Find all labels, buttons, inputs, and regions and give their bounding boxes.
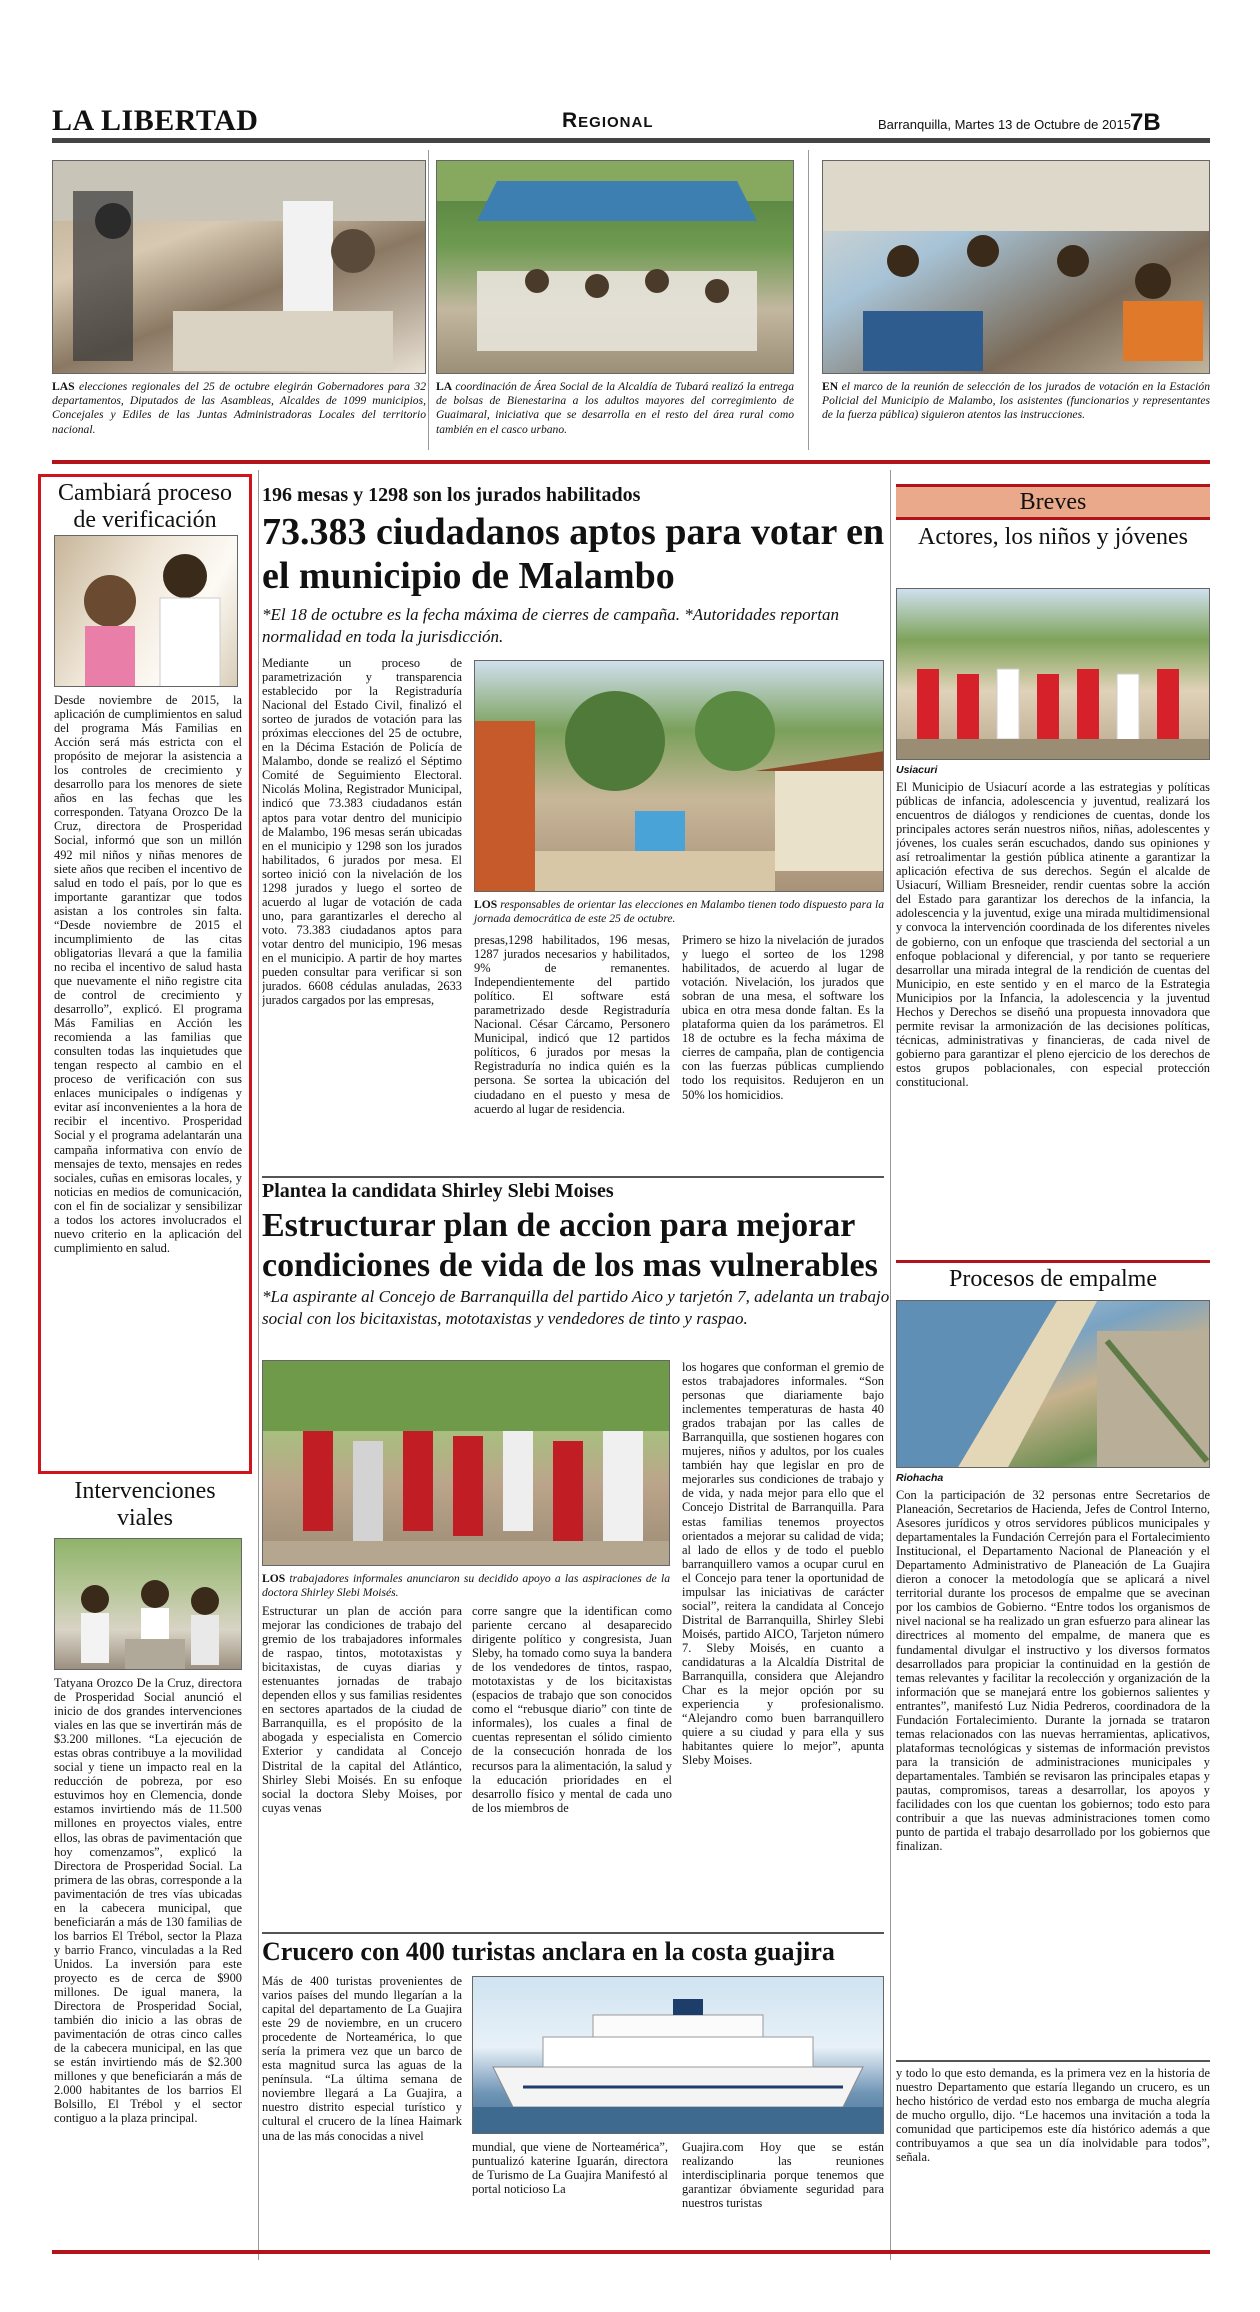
empalme-text: Con la participación de 32 personas entre Secretarios de Planeación, Secretarios de Hacienda, Jefes de Control Interno, Asesores jurídicos y otros servidores públicos municipales y departamentales la Fundación Cerrejón para el Fortalecimiento Institucional, el Departamento Nacional de Planeación y el Departamento Administrativo de Planeación de La Guajira dieron a conocer la metodología que se aplicará a nivel territorial durante los procesos de empalme que se avecinan por los cambios de Gobierno. “Entre todos los organismos de nivel nacional se ha realizado un gran esfuerzo para alinear las directrices al momento del empalme, de manera que es fundamental divulgar el instructivo y los diversos formatos desarrollados para propiciar la continuidad en la gestión de temas relevantes y facilitar la recolección y organización de la información que se manejará entre los gobiernos salientes y entrantes”, manifestó Luz Nidia Pedreros, coordinadora de la Fundación Fortalecimiento. Durante la jornada se trataron temas relacionados con las nuevas herramientas, aplicativos, plataformas tecnológicas y sistemas de información previstos para la transición de administraciones municipales y departamentales. También se revisaron las principales etapas y pautas, compromisos, tareas a desarrollar, los apoyos y facilidades con los que cuentan los gobiernos; todo esto para contribuir a que las nuevas administraciones tomen como punto de partida el trabajo desarrollado por los gobiernos que finalizan. [896,1488,1210,1854]
second-col3: los hogares que conforman el gremio de estos trabajadores informales. “Son personas que diariamente bajo inclementes temperaturas de hasta 40 grados trabajan por las calles de Barranquilla, que sostienen hogares con mujeres, niños y adultos, por los cuales también hay que legislar en pro de mejorarles sus condiciones de trabajo y de vida, y nada mejor para ello que el Concejo Distrital de Barranquilla. Para estas familias tenemos proyectos orientados a mejorar su calidad de vida; al lado de ellos y de todo el pueblo barranquillero vamos a ocupar curul en el Concejo para tener la oportunidad de impulsar las iniciativas de carácter social”, reitera la candidata al Concejo Distrital de Barranquilla, Shirley Slebi Moisés, partido AICO, Tarjeton número 7. Sleby Moisés, en cuanto a candidaturas a la Alcaldía Distrital de Barranquilla, considera que Alejandro Char es la mejor opción por su experiencia y profesionalismo. “Alejandro como buen barranquillero quiere a su ciudad y para ella y sus habitantes quiere lo mejor”, apunta Sleby Moises. [682,1360,884,1768]
section-rule [52,460,1210,464]
photo-jury-meeting [822,160,1210,374]
empalme-rule [896,1260,1210,1263]
photo-road-works [54,1538,242,1670]
breves-title-2: Procesos de empalme [949,1266,1157,1292]
third-col1: Más de 400 turistas provenientes de varios países del mundo llegarían a la capital del departamento de La Guajira este 29 de noviembre, en un crucero procedente de Norteamérica, lo que sería la primera vez que un barco de esta magnitud surca las aguas de la península. “La última semana de noviembre llegará a La Guajira, a nuestro distrito especial turístico y cultural el crucero de la línea Haimark una de las más conocidas a nivel [262,1974,462,2143]
second-headline: Estructurar plan de accion para mejorar condiciones de vida de los mas vulnerables [262,1207,878,1284]
top-divider-2 [808,150,809,450]
second-photo-caption: LOS trabajadores informales anunciaron su decidido apoyo a las aspiraciones de la doctora Shirley Slebi Moisés. [262,1572,670,1600]
top-divider-1 [428,150,429,450]
second-kicker: Plantea la candidata Shirley Slebi Moises [262,1180,614,1202]
photo-voting-tables [52,160,426,374]
photo-elders-gathering [436,160,794,374]
photo-malambo-street [474,660,884,892]
photo-usiacuri-image [897,589,1210,760]
interventions-title: Intervenciones viales [74,1478,216,1531]
photo-riohacha-image [897,1301,1210,1468]
photo-ship-image [473,1977,884,2134]
interventions-text: Tatyana Orozco De la Cruz, directora de Prosperidad Social anunció el inicio de dos grandes intervenciones viales en las que se invertirán más de $3.200 millones. “La ejecución de estas obras contribuye a la movilidad social y tiene un impacto real en la reducción de pobreza, por eso estuvimos hoy en Clemencia, donde estamos invirtiendo más de 11.500 millones en proyectos viales, entre ellos, las obras de pavimentación que hoy comenzamos”, explicó la Directora de Prosperidad Social. La primera de las obras, corresponde a la pavimentación de tres vías ubicadas en la cabecera municipal, que beneficiarán a más de 130 familias de los barrios El Trébol, sector la Plaza y barrio Franco, vinculadas a la Red Unidos. La inversión para este proyecto es de cerca de $900 millones. De igual manera, la Directora de Prosperidad Social, también dio inicio a las obras de pavimentación de otras cinco calles de la cabecera municipal, en las que se están invirtiendo más de $2.300 millones y que beneficiarán a más de 2.000 habitantes de los barrios El Bolsillo, El Trébol y el sector contiguo a la plaza principal. [54,1676,242,2126]
photo-child-image [55,536,238,687]
header-rule [52,138,1210,143]
cruise-continuation-text: y todo lo que esto demanda, es la primera vez en la historia de nuestro Departamento que estaría llegando un crucero, es un hecho histórico de verdad esto nos embarga de mucha alegría de mucho orgullo, dijo. “Le hacemos una invitación a toda la comunidad que participemos este día histórico además a que contribuyamos a que sea un día inolvidable para todos”, señala. [896,2066,1210,2165]
breves-title-1: Actores, los niños y jóvenes [918,524,1188,550]
dateline: Barranquilla, Martes 13 de Octubre de 2015 [878,117,1131,132]
verification-title: Cambiará proceso de verificación [58,480,232,533]
photo-jury-image [823,161,1210,374]
photo-voting-tables-image [53,161,426,374]
photo-riohacha-coast [896,1300,1210,1468]
footer-rule [52,2250,1210,2254]
section-title: Regional [562,109,654,132]
masthead: LA LIBERTAD [52,104,259,137]
credit-usiacuri: Usiacuri [896,764,938,776]
photo-road-image [55,1539,242,1670]
second-col2: corre sangre que la identifican como pariente cercano al desaparecido dirigente político y congresista, Juan Sleby, ha tomado como suya la bandera de los vendedores de tintos, raspao, mototaxistas y de los bicitaxistas (espacios de trabajo que son conocidos como el “rebusque diario” con tinte de informales), los cuales a final de cuentas representan el sólido cimiento de la consecución honrada de los recursos para la alimentación, la salud y la educación prioridades en el desarrollo físico y mental de cada uno de los miembros de [472,1604,672,1815]
caption-bienestarina: LA coordinación de Área Social de la Alcaldía de Tubará realizó la entrega de bolsas de Bienestarina a los adultos mayores del corregimiento de Guaimaral, iniciativa que se desarrolla en el resto del área rural como también en el casco urbano. [436,380,794,436]
main-col1: Mediante un proceso de parametrización y transparencia establecido por la Registraduría Nacional del Estado Civil, finalizó el sorteo de jurados de votación para las próximas elecciones del 25 de octubre, en la Décima Estación de Policía de Malambo, donde se realizó el Séptimo Comité de Seguimiento Electoral. Nicolás Molina, Registrador Municipal, indicó que 73.383 ciudadanos están aptos para votar dentro del municipio de Malambo, 196 mesas serán ubicadas en el municipio y 1298 son los jurados habilitados, 6 jurados por mesa. El sorteo inició con la nivelación de los 1298 jurados y luego el sorteo de acuerdo al lugar de votación de cada uno, para garantizarles el derecho al voto. 73.383 ciudadanos aptos para votar dentro del municipio, 196 mesas en el municipio. A partir de hoy martes pueden consultar para verificar si son jurados. 6608 cédulas anuladas, 2633 jurados cargados por las empresas, [262,656,462,1008]
photo-workers-image [263,1361,670,1566]
main-col3: Primero se hizo la nivelación de jurados y luego el sorteo de los 1298 habilitados, de acuerdo al lugar de votación. Nivelación, los jurados que sobran de una mesa, el software los ubica en otra mesa donde faltan. Es la plataforma quien da los parámetros. El 18 de octubre es la fecha máxima de cierres de campaña, plan de contigencia con las fuerzas públicas cumpliendo todo los requisitos. Redujeron en un 50% los homicidios. [682,933,884,1102]
usiacuri-text: El Municipio de Usiacurí acorde a las estrategias y políticas públicas de infancia, adolescencia y juventud, realizará los encuentros de diálogos y rendiciones de cuentas, donde los principales actores serán nuestros niños, niñas, adolescentes y jóvenes, los cuales serán escuchados, dando sus opiniones y así retroalimentar la gestión pública atinente a garantizar la aplicación efectiva de sus derechos. Según el alcalde de Usiacurí, William Bresneider, rendir cuentas sobre la acción del Estado para garantizar los derechos de la infancia, la adolescencia y la juventud, exige una mirada multidimensional y convoca la intervención coordinada de los diferentes niveles de gobierno, con un enfoque que trascienda del sectorial a un enfoque poblacional y diferencial, y por tanto se requeriere desarrollar una mirada integral de la rendición de cuentas del Municipio, en este sentido y en el marco de la Estrategia Municipios por la Infancia, la adolescencia y la juventud Hechos y Derechos se diseñó una propuesta innovadora que permite revisar la armonización de las decisiones políticas, técnicas, administrativas y financieras, de cada nivel de gobierno para garantizar el pleno ejercicio de los derechos de estos grupos poblacionales, con especial protección constitucional. [896,780,1210,1089]
main-headline: 73.383 ciudadanos aptos para votar en el municipio de Malambo [262,511,885,597]
photo-malambo-image [475,661,884,892]
third-col3: Guajira.com Hoy que se están realizando las reuniones interdisciplinaria porque tenemos que garantizar óbviamente seguridad para nuestros turistas [682,2140,884,2211]
main-col2: presas,1298 habilitados, 196 mesas, 1287 jurados necesarios y habilitados, 9% de remanentes. Independientemente del partido político. El software está parametrizado desde Registraduría Nacional. César Cárcamo, Personero Municipal, indicó que 12 partidos políticos, 6 jurados por mesas la Registraduría no indica quién es la persona. Se sortea la ubicación del ciudadano en el puesto y mesa de acuerdo al lugar de residencia. [474,933,670,1116]
photo-child-health [54,535,238,687]
second-deck: *La aspirante al Concejo de Barranquilla del partido Aico y tarjetón 7, adelanta un trabajo social con los bicitaxistas, mototaxistas y vendedores de tinto y raspao. [262,1287,890,1328]
main-deck: *El 18 de octubre es la fecha máxima de cierres de campaña. *Autoridades reportan normalidad en toda la jurisdicción. [262,605,839,646]
right-col-divider [890,470,891,2260]
third-col2: mundial, que viene de Norteamérica”, puntualizó katerine Iguarán, directora de Turismo de La Guajira Manifestó al portal noticioso La [472,2140,668,2197]
second-col1: Estructurar un plan de acción para mejorar las condiciones de trabajo del gremio de los trabajadores informales de raspao, tintos, mototaxistas y bicitaxistas, de cuyas diarias y estenuantes jornadas de trabajo dependen ellos y sus familias residentes en sectores apartados de la ciudad de Barranquilla, es el propósito de la abogada y especialista en Comercio Exterior y candidata al Concejo Distrital de la capital del Atlántico, Shirley Slebi Moisés. En su enfoque social la doctora Sleby Moises, por cuyas venas [262,1604,462,1815]
photo-elders-image [437,161,794,374]
page-number: 7B [1130,109,1161,136]
photo-usiacuri-children [896,588,1210,760]
caption-jury-selection: EN el marco de la reunión de selección de los jurados de votación en la Estación Policial del Municipio de Malambo, los asistentes (funcionarios y representantes de la fuerza pública) siguieron atentos las instrucciones. [822,380,1210,422]
left-col-divider [258,470,259,2260]
main-photo-caption: LOS responsables de orientar las elecciones en Malambo tienen todo dispuesto para la jornada democrática de este 25 de octubre. [474,898,884,926]
caption-elections: LAS elecciones regionales del 25 de octubre elegirán Gobernadores para 32 departamentos, Diputados de las Asambleas, Alcaldes de 1099 municipios, Concejales y Ediles de las Juntas Administradoras Locales del territorio nacional. [52,380,426,436]
third-headline: Crucero con 400 turistas anclara en la costa guajira [262,1937,835,1966]
main-kicker: 196 mesas y 1298 son los jurados habilitados [262,484,641,506]
verification-text: Desde noviembre de 2015, la aplicación de cumplimientos en salud del programa Más Familias en Acción será más estricta con el propósito de mejorar la asistencia a los controles de crecimiento y desarrollo para los menores de siete años en las fechas que les corresponden. Tatyana Orozco De la Cruz, directora de Prosperidad Social, informó que son un millón 492 mil niños y niñas menores de siete años que reciben el incentivo de salud en todo el país, por lo que es importante garantizar que todos asistan a los controles sin falta. “Desde noviembre de 2015 el incumplimiento de las citas obligatorias llevará a que la familia no reciba el incentivo de salud hasta que nuevamente el niño registre cita de control de crecimiento y desarrollo”, explicó. El programa Más Familias en Acción les recomienda a las familias que consulten todas las inquietudes que tengan respecto al cambio en el proceso de verificación con sus enlaces municipales o indígenas y evitar así inconvenientes a la hora de recibir el incentivo. Prosperidad Social y el programa adelantarán una campaña informativa con envío de mensajes de texto, mensajes en redes sociales, cuñas en emisoras locales, y noticias en medios de comunicación, con el fin de socializar y sensibilizar a todos los actores involucrados el nuevo criterio en la aplicación del cumplimiento en salud. [54,693,242,1255]
photo-informal-workers [262,1360,670,1566]
second-story-rule [262,1176,884,1178]
cruise-cont-rule [896,2060,1210,2062]
credit-riohacha: Riohacha [896,1472,944,1484]
third-story-rule [262,1932,884,1934]
breves-header: Breves [896,484,1210,520]
photo-cruise-ship [472,1976,884,2134]
